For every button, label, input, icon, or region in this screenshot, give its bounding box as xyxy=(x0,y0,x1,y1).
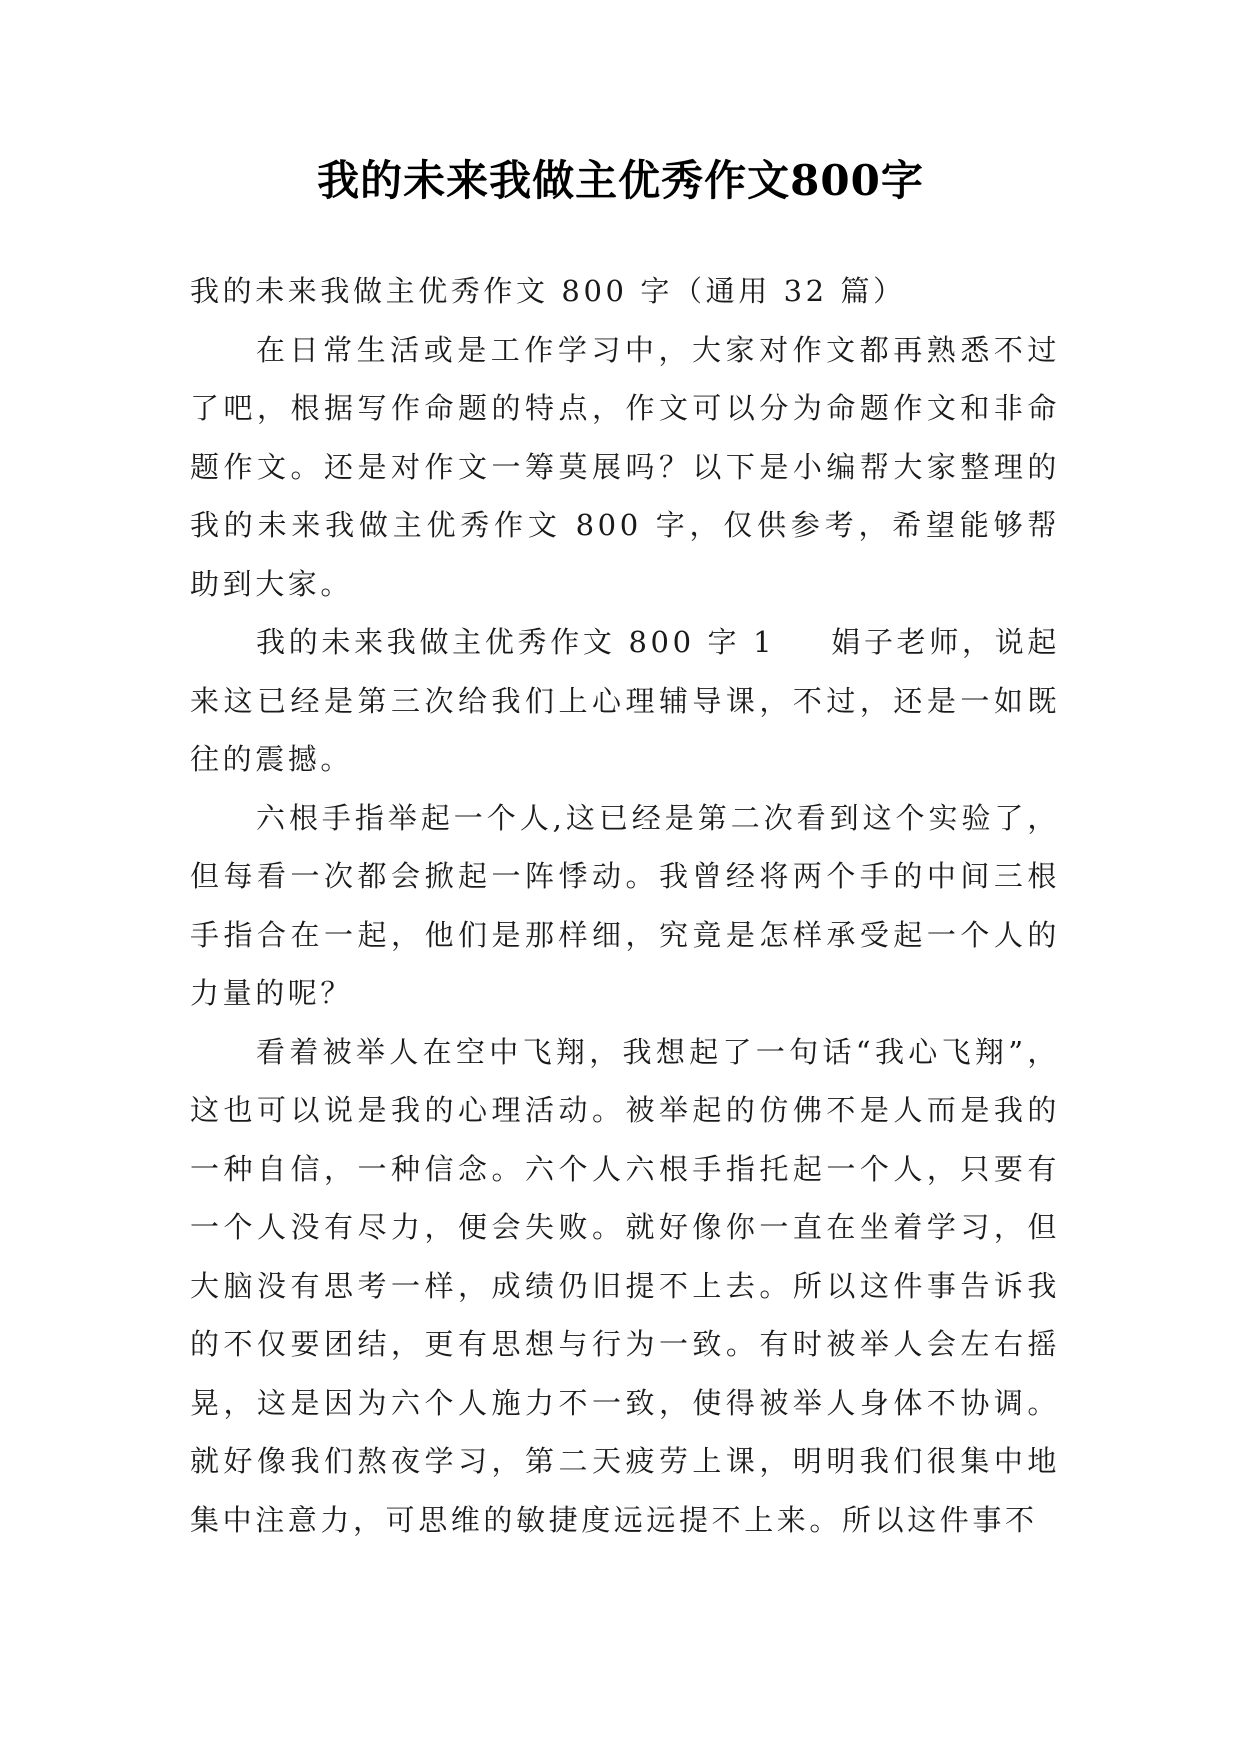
section-first-text: 娟子老师，说起来这已经是第三次给我们上心理辅导课，不过，还是一如既往的震撼。 xyxy=(190,625,1061,776)
document-body xyxy=(190,262,1060,1549)
intro-paragraph: 在日常生活或是工作学习中，大家对作文都再熟悉不过了吧，根据写作命题的特点，作文可以分为命题作文和非命题作文。还是对作文一筹莫展吗？以下是小编帮大家整理的我的未来我做主优秀作文 800 字，仅供参考，希望能够帮助到大家。 xyxy=(190,332,1060,601)
section-heading: 我的未来我做主优秀作文 800 字 1 xyxy=(256,625,776,659)
body-paragraph: 看着被举人在空中飞翔，我想起了一句话“我心飞翔”，这也可以说是我的心理活动。被举起的仿佛不是人而是我的一种自信，一种信念。六个人六根手指托起一个人，只要有一个人没有尽力，便会失败。就好像你一直在坐着学习，但大脑没有思考一样，成绩仍旧提不上去。所以这件事告诉我的不仅要团结，更有思想与行为一致。有时被举人会左右摇晃，这是因为六个人施力不一致，使得被举人身体不协调。就好像我们熬夜学习，第二天疲劳上课，明明我们很集中地集中注意力，可思维的敏捷度远远提不上来。所以这件事不 xyxy=(190,1034,1060,1537)
section-paragraph xyxy=(190,613,1060,789)
document-title: 我的未来我做主优秀作文800字 xyxy=(317,156,924,205)
document-subtitle: 我的未来我做主优秀作文 800 字（通用 32 篇） xyxy=(190,274,906,308)
body-paragraph: 六根手指举起一个人,这已经是第二次看到这个实验了，但每看一次都会掀起一阵悸动。我曾经将两个手的中间三根手指合在一起，他们是那样细，究竟是怎样承受起一个人的力量的呢？ xyxy=(190,800,1060,1010)
